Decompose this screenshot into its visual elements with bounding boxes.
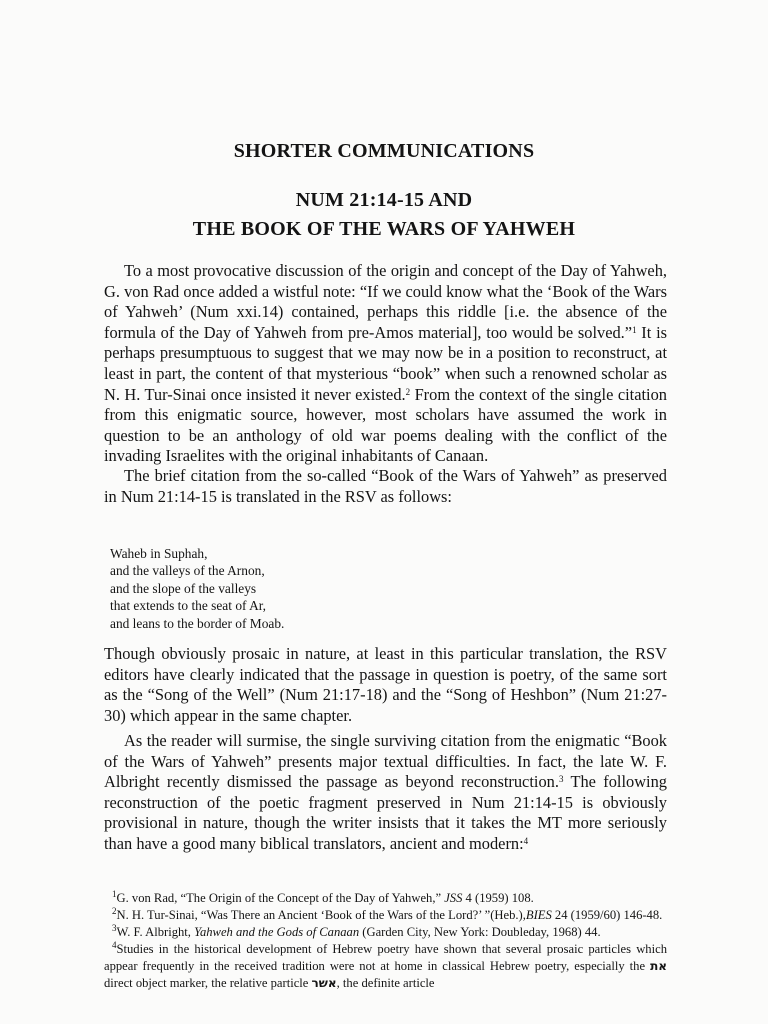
paragraph-3: Though obviously prosaic in nature, at least in this particular translation, the RSV editors have clearly indicated that the passage in question is poetry, of the same sort as the “Song of the Well” (Num 21:17-18) and the “Song of Heshbon” (Num 21:27-30) which appear in the same chapter. (104, 644, 667, 725)
footnote-2-number: 2 (112, 906, 117, 916)
paragraph-1 (104, 261, 667, 467)
quote-line: and leans to the border of Moab. (110, 615, 285, 631)
footnote-3 (104, 924, 667, 941)
footnote-ref-2[interactable]: 2 (405, 386, 411, 397)
footnote-2-text-b: 24 (1959/60) 146-48. (551, 908, 663, 922)
section-heading: SHORTER COMMUNICATIONS (233, 140, 535, 162)
paragraph-4-text-b: The following reconstruction of the poetic fragment preserved in Num 21:14-15 is obviously provisional in nature, though the writer insists that it takes the MT more seriously than have a good many biblical translators, ancient and modern: (104, 772, 667, 853)
footnote-2-journal: BIES (525, 908, 552, 922)
paragraph-1-text-c: From the context of the single citation from this enigmatic source, however, most scholars have assumed the work in question to be an anthology of old war poems dealing with the conflict of the invading Israelites with the original inhabitants of Canaan. (104, 384, 667, 466)
footnote-3-number: 3 (112, 923, 117, 933)
paragraph-4-text-a: As the reader will surmise, the single surviving citation from the enigmatic “Book of the Wars of Yahweh” presents major textual difficulties. In fact, the late W. F. Albright recently dismissed the passage as beyond reconstruction. (104, 731, 667, 792)
paragraph-4 (104, 731, 667, 855)
footnote-4 (104, 941, 667, 992)
hebrew-word-asher: אשר (311, 976, 337, 990)
quote-line: and the valleys of the Arnon, (110, 563, 265, 579)
footnote-1-number: 1 (112, 889, 117, 899)
quote-line: and the slope of the valleys (110, 580, 257, 596)
footnote-ref-3[interactable]: 3 (558, 774, 564, 785)
footnote-3-text-a: W. F. Albright, (116, 925, 195, 939)
hebrew-word-et: את (650, 959, 667, 973)
paragraph-1-text-a: To a most provocative discussion of the origin and concept of the Day of Yahweh, G. von Rad once added a wistful note: “If we could know what the ‘Book of the Wars of Yahweh’ (Num xxi.14) contained, perhaps this riddle [i.e. the absence of the formula of the Day of Yahweh from pre-Amos material], too would be solved.” (104, 261, 667, 342)
footnote-1-text-a: G. von Rad, “The Origin of the Concept of the Day of Yahweh,” (116, 891, 445, 905)
footnote-3-book-title: Yahweh and the Gods of Canaan (194, 925, 360, 939)
article-title-line-2: THE BOOK OF THE WARS OF YAHWEH (192, 218, 576, 240)
footnote-2 (104, 907, 667, 924)
paragraph-1-text-b: It is perhaps presumptuous to suggest that we may now be in a position to reconstruct, at least in part, the content of that mysterious “book” when such a renowned scholar as N. H. Tur-Sinai once insisted it never existed. (104, 322, 667, 404)
footnote-4-text-a: Studies in the historical development of Hebrew poetry have shown that several prosaic particles which appear frequently in the received tradition were not at home in classical Hebrew poetry, especially the (104, 942, 667, 973)
footnote-1-journal: JSS (444, 891, 463, 905)
footnote-4-number: 4 (112, 940, 117, 950)
footnote-ref-4[interactable]: 4 (523, 835, 529, 846)
quote-line: Waheb in Suphah, (110, 546, 208, 561)
article-title-line-1: NUM 21:14-15 AND (295, 189, 473, 211)
footnote-1-text-b: 4 (1959) 108. (462, 891, 534, 905)
paragraph-2: The brief citation from the so-called “Book of the Wars of Yahweh” as preserved in Num 21:14-15 is translated in the RSV as follows: (104, 466, 667, 506)
footnote-4-text-b: direct object marker, the relative particle (104, 976, 312, 990)
footnote-4-text-c: , the definite article (336, 976, 435, 990)
footnotes (104, 890, 667, 992)
footnote-1 (104, 890, 667, 907)
quote-line: that extends to the seat of Ar, (110, 598, 267, 614)
rsv-quotation (110, 545, 284, 632)
footnote-3-text-b: (Garden City, New York: Doubleday, 1968) 44. (359, 925, 601, 939)
footnote-2-text-a: N. H. Tur-Sinai, “Was There an Ancient ‘Book of the Wars of the Lord?’ ”(Heb.), (116, 908, 526, 922)
footnote-ref-1[interactable]: 1 (632, 324, 637, 335)
